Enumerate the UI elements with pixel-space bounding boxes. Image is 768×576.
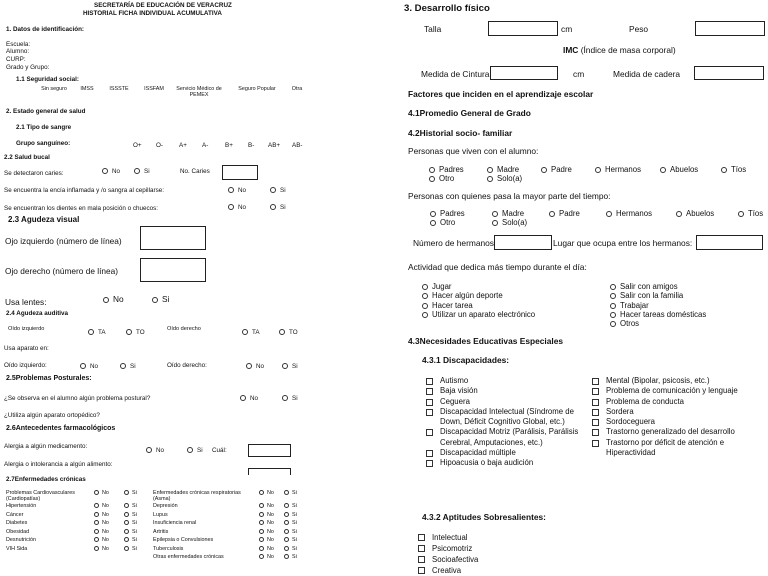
section-2-2-title: 2.2 Salud bucal bbox=[4, 154, 50, 161]
radio-icon bbox=[124, 537, 129, 542]
radio-icon bbox=[492, 211, 498, 217]
radio-icon bbox=[610, 321, 616, 327]
disability-option[interactable]: Baja visión bbox=[426, 386, 596, 396]
radio-icon bbox=[606, 211, 612, 217]
ss-issste[interactable]: ISSSTE bbox=[109, 86, 129, 92]
radio-icon bbox=[284, 554, 289, 559]
der-to[interactable]: TO bbox=[279, 329, 298, 336]
blood-o-plus[interactable]: O+ bbox=[133, 142, 142, 149]
radio-icon bbox=[134, 168, 140, 174]
radio-icon bbox=[146, 447, 152, 453]
disease-label: Hipertensión bbox=[6, 503, 37, 509]
radio-icon bbox=[240, 395, 246, 401]
radio-icon bbox=[88, 329, 94, 335]
viven-padres[interactable]: Padres bbox=[429, 165, 464, 174]
disease-label: Artritis bbox=[153, 528, 169, 535]
encia-si[interactable]: Si bbox=[270, 187, 286, 194]
aptitude-option[interactable]: Psicomotriz bbox=[418, 543, 552, 554]
radio-icon bbox=[541, 167, 547, 173]
disease-no-option[interactable]: No bbox=[94, 529, 109, 535]
postural-question: ¿Se observa en el alumno algún problema postural? bbox=[4, 395, 151, 402]
radio-icon bbox=[259, 554, 264, 559]
alergia-no[interactable]: No bbox=[146, 447, 164, 454]
radio-icon bbox=[738, 211, 744, 217]
peso-input[interactable] bbox=[695, 21, 765, 36]
checkbox-icon bbox=[418, 534, 425, 541]
checkbox-icon bbox=[426, 450, 433, 457]
ortopedico-question: ¿Utiliza algún aparato ortopédico? bbox=[4, 412, 100, 419]
activity-option[interactable]: Hacer tarea bbox=[422, 301, 535, 310]
section-2-3-title: 2.3 Agudeza visual bbox=[8, 215, 80, 224]
curp-label: CURP: bbox=[6, 56, 26, 63]
radio-icon bbox=[430, 211, 436, 217]
radio-icon bbox=[676, 211, 682, 217]
alergia-alimento-label: Alergia o intolerancia a algún alimento: bbox=[4, 461, 113, 468]
escuela-label: Escuela: bbox=[6, 41, 31, 48]
radio-icon bbox=[94, 529, 99, 534]
oido-izq-no[interactable]: No bbox=[80, 363, 98, 370]
grado-label: Grado y Grupo: bbox=[6, 64, 50, 71]
disease-label: Tuberculosis bbox=[153, 545, 184, 552]
lugar-label: Lugar que ocupa entre los hermanos: bbox=[553, 238, 693, 248]
peso-label: Peso bbox=[629, 24, 649, 34]
section-2-6-title: 2.6Antecedentes farmacológicos bbox=[6, 425, 116, 432]
radio-icon bbox=[422, 284, 428, 290]
caries-si[interactable]: Si bbox=[134, 168, 150, 175]
disabilities-left-list bbox=[426, 376, 596, 469]
disabilities-right-list bbox=[592, 376, 768, 458]
radio-icon bbox=[102, 168, 108, 174]
radio-icon bbox=[259, 546, 264, 551]
ojo-izquierdo-input[interactable] bbox=[140, 226, 206, 250]
checkbox-icon bbox=[426, 378, 433, 385]
tiempo-hermanos[interactable]: Hermanos bbox=[606, 209, 652, 218]
encia-question: Se encuentra la encía inflamada y /o sangra al cepillarse: bbox=[4, 187, 164, 194]
activity-option[interactable]: Salir con la familia bbox=[610, 291, 706, 300]
disease-si-option[interactable]: Si bbox=[124, 503, 137, 509]
tiempo-solo[interactable]: Solo(a) bbox=[492, 218, 527, 227]
alergia-medicamento-label: Alergia a algún medicamento: bbox=[4, 443, 88, 450]
radio-icon bbox=[487, 167, 493, 173]
disease-si-option[interactable]: Si bbox=[124, 537, 137, 543]
talla-input[interactable] bbox=[488, 21, 558, 36]
ss-imss[interactable]: IMSS bbox=[80, 86, 94, 92]
disease-si-option[interactable]: Si bbox=[284, 512, 297, 518]
disease-label: VIH Sida bbox=[6, 545, 28, 552]
cual-input[interactable] bbox=[248, 444, 291, 457]
disease-label: Depresión bbox=[153, 503, 178, 509]
radio-icon bbox=[610, 284, 616, 290]
disease-label: Desnutrición bbox=[6, 537, 36, 543]
blood-a-minus[interactable]: A- bbox=[202, 142, 209, 149]
activity-option[interactable]: Trabajar bbox=[610, 301, 706, 310]
dientes-no[interactable]: No bbox=[228, 204, 246, 211]
radio-icon bbox=[242, 329, 248, 335]
checkbox-icon bbox=[592, 378, 599, 385]
radio-icon bbox=[610, 312, 616, 318]
radio-icon bbox=[152, 297, 158, 303]
radio-icon bbox=[246, 363, 252, 369]
radio-icon bbox=[80, 363, 86, 369]
no-caries-label: No. Caries bbox=[180, 168, 210, 175]
ss-otra[interactable]: Otra bbox=[291, 86, 303, 92]
lentes-label: Usa lentes: bbox=[5, 297, 47, 307]
disease-si-option[interactable]: Si bbox=[284, 546, 297, 552]
radio-icon bbox=[259, 490, 264, 495]
viven-padre[interactable]: Padre bbox=[541, 165, 572, 174]
disease-no-option[interactable]: No bbox=[94, 503, 109, 509]
aptitudes-list bbox=[418, 532, 552, 576]
radio-icon bbox=[492, 220, 498, 226]
radio-icon bbox=[94, 546, 99, 551]
disease-si-option[interactable]: Si bbox=[284, 520, 297, 526]
blood-a-plus[interactable]: A+ bbox=[179, 142, 187, 149]
disease-no-option[interactable]: No bbox=[94, 512, 109, 518]
ojo-izquierdo-label: Ojo izquierdo (número de línea) bbox=[5, 236, 122, 246]
disease-no-option[interactable]: No bbox=[94, 537, 109, 543]
section-3-title: 3. Desarrollo físico bbox=[404, 3, 490, 14]
disease-si-option[interactable]: Si bbox=[284, 537, 297, 543]
blood-ab-plus[interactable]: AB+ bbox=[268, 142, 281, 149]
disease-label: Enfermedades crónicas respiratorias (Asma) bbox=[153, 490, 241, 503]
no-caries-input[interactable] bbox=[222, 165, 258, 180]
radio-icon bbox=[284, 503, 289, 508]
disability-option[interactable]: Sordera bbox=[592, 407, 768, 417]
activities-left-list bbox=[422, 282, 535, 319]
viven-hermanos[interactable]: Hermanos bbox=[595, 165, 641, 174]
checkbox-icon bbox=[426, 460, 433, 467]
disease-si-option[interactable]: Si bbox=[124, 490, 137, 496]
section-4-2-title: 4.2Historial socio- familiar bbox=[408, 128, 513, 138]
radio-icon bbox=[124, 529, 129, 534]
disease-no-option[interactable]: No bbox=[259, 537, 274, 543]
tiempo-question: Personas con quienes pasa la mayor parte del tiempo: bbox=[408, 191, 611, 201]
disease-si-option[interactable]: Si bbox=[284, 529, 297, 535]
disease-no-option[interactable]: No bbox=[259, 520, 274, 526]
ojo-derecho-label: Ojo derecho (número de línea) bbox=[5, 266, 118, 276]
disease-no-option[interactable]: No bbox=[94, 520, 109, 526]
der-ta[interactable]: TA bbox=[242, 329, 260, 336]
disability-option[interactable]: Trastorno por déficit de atención e Hiperactividad bbox=[592, 438, 768, 459]
radio-icon bbox=[660, 167, 666, 173]
radio-icon bbox=[94, 512, 99, 517]
checkbox-icon bbox=[592, 388, 599, 395]
disease-si-option[interactable]: Si bbox=[124, 546, 137, 552]
oido-izquierdo-label: Oído izquierdo: bbox=[4, 362, 47, 369]
disease-no-option[interactable]: No bbox=[259, 503, 274, 509]
checkbox-icon bbox=[426, 409, 433, 416]
postural-no[interactable]: No bbox=[240, 395, 258, 402]
oido-izq-si[interactable]: Si bbox=[120, 363, 136, 370]
checkbox-icon bbox=[426, 399, 433, 406]
lugar-input[interactable] bbox=[696, 235, 763, 250]
disease-no-option[interactable]: No bbox=[94, 490, 109, 496]
ojo-derecho-input[interactable] bbox=[140, 258, 206, 282]
radio-icon bbox=[284, 529, 289, 534]
activity-option[interactable]: Otros bbox=[610, 319, 706, 328]
radio-icon bbox=[126, 329, 132, 335]
grupo-sanguineo-label: Grupo sanguíneo: bbox=[16, 140, 71, 147]
radio-icon bbox=[94, 490, 99, 495]
disease-label: Otras enfermedades crónicas bbox=[153, 554, 224, 560]
radio-icon bbox=[124, 490, 129, 495]
section-2-1-title: 2.1 Tipo de sangre bbox=[16, 124, 72, 131]
cual-label: Cuál: bbox=[212, 447, 227, 454]
disease-si-option[interactable]: Si bbox=[284, 554, 297, 560]
num-hermanos-label: Número de hermanos bbox=[413, 238, 494, 248]
aptitude-option[interactable]: Intelectual bbox=[418, 532, 552, 543]
radio-icon bbox=[259, 512, 264, 517]
disease-label: Obesidad bbox=[6, 528, 30, 535]
tiempo-padre[interactable]: Padre bbox=[549, 209, 580, 218]
radio-icon bbox=[721, 167, 727, 173]
cadera-label: Medida de cadera bbox=[613, 69, 681, 79]
dientes-question: Se encuentran los dientes en mala posición o chuecos: bbox=[4, 205, 159, 212]
section-4-1-title: 4.1Promedio General de Grado bbox=[408, 108, 531, 118]
oido-derecho-header: Oído derecho bbox=[167, 326, 201, 332]
radio-icon bbox=[422, 303, 428, 309]
checkbox-icon bbox=[592, 409, 599, 416]
ss-seguro-popular[interactable]: Seguro Popular bbox=[238, 86, 276, 92]
checkbox-icon bbox=[426, 388, 433, 395]
aparato-label: Usa aparato en: bbox=[4, 345, 49, 352]
section-2-7-title: 2.7Enfermedades crónicas bbox=[6, 476, 86, 483]
disability-option[interactable]: Trastorno generalizado del desarrollo bbox=[592, 427, 768, 437]
ss-sin-seguro[interactable]: Sin seguro bbox=[41, 86, 67, 92]
disease-si-option[interactable]: Si bbox=[284, 503, 297, 509]
radio-icon bbox=[284, 537, 289, 542]
encia-no[interactable]: No bbox=[228, 187, 246, 194]
section-4-3-2-title: 4.3.2 Aptitudes Sobresalientes: bbox=[422, 512, 546, 522]
disease-label: Epilepsia o Convulsiones bbox=[153, 537, 214, 543]
disease-si-option[interactable]: Si bbox=[284, 490, 297, 496]
disease-si-option[interactable]: Si bbox=[124, 520, 137, 526]
ss-pemex[interactable]: Servicio Médico de PEMEX bbox=[176, 86, 222, 98]
radio-icon bbox=[259, 520, 264, 525]
radio-icon bbox=[430, 220, 436, 226]
checkbox-icon bbox=[426, 429, 433, 436]
oido-derecho-label: Oído derecho: bbox=[167, 362, 207, 369]
activity-option[interactable]: Hacer tareas domésticas bbox=[610, 310, 706, 319]
radio-icon bbox=[124, 512, 129, 517]
radio-icon bbox=[259, 537, 264, 542]
activity-option[interactable]: Utilizar un aparato electrónico bbox=[422, 310, 535, 319]
disease-no-option[interactable]: No bbox=[94, 546, 109, 552]
radio-icon bbox=[94, 503, 99, 508]
disease-label: Lupus bbox=[153, 511, 168, 518]
disease-no-option[interactable]: No bbox=[259, 512, 274, 518]
radio-icon bbox=[279, 329, 285, 335]
header-line2: HISTORIAL FICHA INDIVIDUAL ACUMULATIVA bbox=[83, 10, 222, 17]
cadera-input[interactable] bbox=[694, 66, 764, 80]
radio-icon bbox=[284, 546, 289, 551]
talla-unit: cm bbox=[561, 24, 573, 34]
caries-no[interactable]: No bbox=[102, 168, 120, 175]
radio-icon bbox=[610, 293, 616, 299]
disability-option[interactable]: Autismo bbox=[426, 376, 596, 386]
checkbox-icon bbox=[418, 556, 425, 563]
postural-si[interactable]: Si bbox=[282, 395, 298, 402]
viven-madre[interactable]: Madre bbox=[487, 165, 519, 174]
section-4-3-title: 4.3Necesidades Educativas Especiales bbox=[408, 336, 564, 346]
section-2-4-title: 2.4 Agudeza auditiva bbox=[6, 310, 69, 317]
disease-label: Insuficiencia renal bbox=[153, 520, 197, 526]
radio-icon bbox=[429, 167, 435, 173]
blood-b-minus[interactable]: B- bbox=[248, 142, 255, 149]
checkbox-icon bbox=[418, 567, 425, 574]
radio-icon bbox=[270, 187, 276, 193]
activity-option[interactable]: Hacer algún deporte bbox=[422, 291, 535, 300]
cintura-input[interactable] bbox=[490, 66, 558, 80]
checkbox-icon bbox=[592, 440, 599, 447]
section-2-5-title: 2.5Problemas Posturales: bbox=[6, 375, 92, 382]
actividad-question: Actividad que dedica más tiempo durante el día: bbox=[408, 262, 587, 272]
viven-abuelos[interactable]: Abuelos bbox=[660, 165, 698, 174]
disease-si-option[interactable]: Si bbox=[124, 512, 137, 518]
radio-icon bbox=[284, 490, 289, 495]
oido-izquierdo-header: Oído izquierdo bbox=[8, 326, 45, 332]
radio-icon bbox=[487, 176, 493, 182]
radio-icon bbox=[549, 211, 555, 217]
tiempo-abuelos[interactable]: Abuelos bbox=[676, 209, 714, 218]
radio-icon bbox=[282, 395, 288, 401]
radio-icon bbox=[595, 167, 601, 173]
radio-icon bbox=[610, 303, 616, 309]
radio-icon bbox=[94, 537, 99, 542]
lentes-si[interactable]: Si bbox=[152, 294, 169, 304]
radio-icon bbox=[284, 520, 289, 525]
disease-label: Diabetes bbox=[6, 520, 28, 526]
disability-option[interactable]: Ceguera bbox=[426, 397, 596, 407]
radio-icon bbox=[422, 293, 428, 299]
disease-no-option[interactable]: No bbox=[259, 529, 274, 535]
checkbox-icon bbox=[592, 419, 599, 426]
tiempo-padres[interactable]: Padres bbox=[430, 209, 465, 218]
izq-to[interactable]: TO bbox=[126, 329, 145, 336]
radio-icon bbox=[124, 503, 129, 508]
disease-no-option[interactable]: No bbox=[259, 554, 274, 560]
disease-no-option[interactable]: No bbox=[259, 490, 274, 496]
radio-icon bbox=[259, 529, 264, 534]
dientes-si[interactable]: Si bbox=[270, 204, 286, 211]
radio-icon bbox=[103, 297, 109, 303]
radio-icon bbox=[187, 447, 193, 453]
radio-icon bbox=[124, 546, 129, 551]
izq-ta[interactable]: TA bbox=[88, 329, 106, 336]
disease-si-option[interactable]: Si bbox=[124, 529, 137, 535]
radio-icon bbox=[284, 512, 289, 517]
checkbox-icon bbox=[592, 429, 599, 436]
radio-icon bbox=[228, 187, 234, 193]
lentes-no[interactable]: No bbox=[103, 294, 124, 304]
caries-question: Se detectaron caries: bbox=[4, 170, 64, 177]
tiempo-tios[interactable]: Tíos bbox=[738, 209, 763, 218]
alumno-label: Alumno: bbox=[6, 48, 30, 55]
radio-icon bbox=[94, 520, 99, 525]
disease-label: Problemas Cardiovasculares (Cardiopatías) bbox=[6, 490, 75, 503]
disease-label: Cáncer bbox=[6, 511, 24, 518]
disability-option[interactable]: Discapacidad Intelectual (Síndrome de Down, Déficit Cognitivo Global, etc.) bbox=[426, 407, 596, 428]
section-4-title: Factores que inciden en el aprendizaje escolar bbox=[408, 89, 594, 99]
cintura-label: Medida de Cintura bbox=[421, 69, 490, 79]
section-2-title: 2. Estado general de salud bbox=[6, 108, 86, 115]
radio-icon bbox=[228, 204, 234, 210]
num-hermanos-input[interactable] bbox=[494, 235, 552, 250]
section-4-3-1-title: 4.3.1 Discapacidades: bbox=[422, 355, 510, 365]
viven-tios[interactable]: Tíos bbox=[721, 165, 746, 174]
alimento-input[interactable] bbox=[248, 468, 291, 475]
radio-icon bbox=[124, 520, 129, 525]
oido-der-no[interactable]: No bbox=[246, 363, 264, 370]
imc-label: IMC (Índice de masa corporal) bbox=[563, 45, 676, 55]
oido-der-si[interactable]: Si bbox=[282, 363, 298, 370]
radio-icon bbox=[120, 363, 126, 369]
ss-issfam[interactable]: ISSFAM bbox=[144, 86, 164, 92]
radio-icon bbox=[429, 176, 435, 182]
radio-icon bbox=[282, 363, 288, 369]
disease-no-option[interactable]: No bbox=[259, 546, 274, 552]
talla-label: Talla bbox=[424, 24, 442, 34]
cintura-unit: cm bbox=[573, 69, 585, 79]
activity-option[interactable]: Jugar bbox=[422, 282, 535, 291]
section-1-title: 1. Datos de identificación: bbox=[6, 26, 85, 33]
blood-o-minus[interactable]: O- bbox=[156, 142, 163, 149]
alergia-si[interactable]: Si bbox=[187, 447, 203, 454]
aptitude-option[interactable]: Creativa bbox=[418, 565, 552, 576]
checkbox-icon bbox=[418, 545, 425, 552]
disability-option[interactable]: Sordoceguera bbox=[592, 417, 768, 427]
disability-option[interactable]: Problema de conducta bbox=[592, 397, 768, 407]
radio-icon bbox=[270, 204, 276, 210]
disability-option[interactable]: Discapacidad Motriz (Parálisis, Parálisis Cerebral, Amputaciones, etc.) bbox=[426, 427, 596, 448]
viven-question: Personas que viven con el alumno: bbox=[408, 146, 539, 156]
activity-option[interactable]: Salir con amigos bbox=[610, 282, 706, 291]
section-1-1-title: 1.1 Seguridad social: bbox=[16, 76, 79, 83]
viven-solo[interactable]: Solo(a) bbox=[487, 174, 522, 183]
activities-right-list bbox=[610, 282, 706, 328]
header-line1: SECRETARÍA DE EDUCACIÓN DE VERACRUZ bbox=[94, 2, 232, 9]
aptitude-option[interactable]: Socioafectiva bbox=[418, 554, 552, 565]
disability-option[interactable]: Problema de comunicación y lenguaje bbox=[592, 386, 768, 396]
blood-ab-minus[interactable]: AB- bbox=[292, 142, 303, 149]
radio-icon bbox=[259, 503, 264, 508]
viven-otro[interactable]: Otro bbox=[429, 174, 454, 183]
checkbox-icon bbox=[592, 399, 599, 406]
disability-option[interactable]: Discapacidad múltiple bbox=[426, 448, 596, 458]
disability-option[interactable]: Hipoacusia o baja audición bbox=[426, 458, 596, 468]
tiempo-madre[interactable]: Madre bbox=[492, 209, 524, 218]
disability-option[interactable]: Mental (Bipolar, psicosis, etc.) bbox=[592, 376, 768, 386]
blood-b-plus[interactable]: B+ bbox=[225, 142, 233, 149]
tiempo-otro[interactable]: Otro bbox=[430, 218, 455, 227]
radio-icon bbox=[422, 312, 428, 318]
